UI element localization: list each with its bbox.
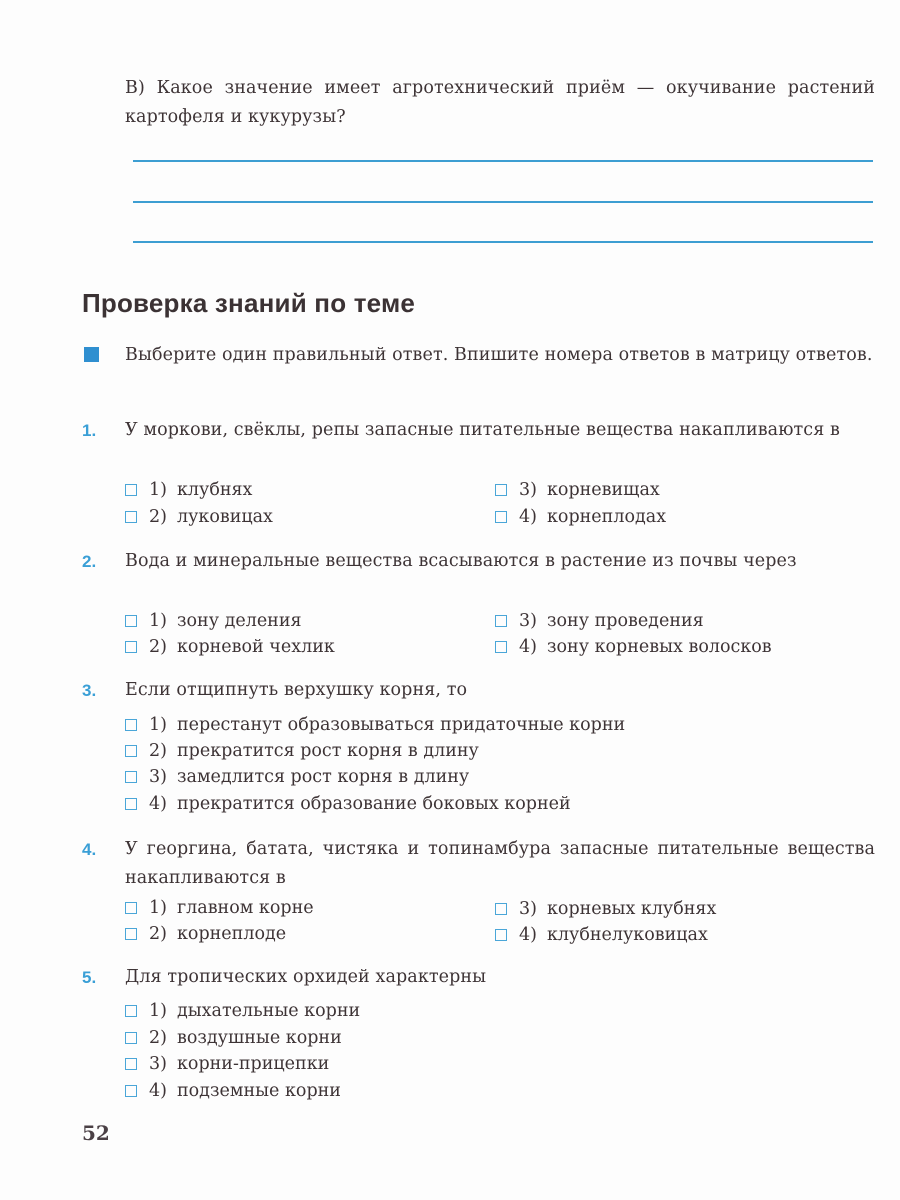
option-label: прекратится образование боковых корней xyxy=(176,794,571,814)
question-2-option-4[interactable]: 4) зону корневых волосков xyxy=(495,634,772,660)
question-1-text: У моркови, свёклы, репы запасные питательные вещества накапливаются в xyxy=(125,420,840,440)
question-1-option-3[interactable]: 3) корневищах xyxy=(495,477,660,503)
question-1-option-1[interactable]: 1) клубнях xyxy=(125,477,252,503)
answer-line-2[interactable] xyxy=(133,201,873,203)
question-5-option-1[interactable]: 1) дыхательные корни xyxy=(125,998,360,1024)
checkbox-icon[interactable] xyxy=(495,903,507,915)
option-label: дыхательные корни xyxy=(176,1001,361,1021)
question-5-option-2[interactable]: 2) воздушные корни xyxy=(125,1025,342,1051)
checkbox-icon[interactable] xyxy=(125,745,137,757)
question-3-number: 3. xyxy=(82,681,97,700)
question-2-option-1[interactable]: 1) зону деления xyxy=(125,608,302,634)
question-5-text: Для тропических орхидей характерны xyxy=(125,967,487,987)
question-3-option-4[interactable]: 4) прекратится образование боковых корней xyxy=(125,791,571,817)
question-1-number: 1. xyxy=(82,421,97,440)
question-1-option-2[interactable]: 2) луковицах xyxy=(125,504,273,530)
checkbox-icon[interactable] xyxy=(125,615,137,627)
question-4-option-4[interactable]: 4) клубнелуковицах xyxy=(495,922,708,948)
checkbox-icon[interactable] xyxy=(495,615,507,627)
question-5-number: 5. xyxy=(82,968,97,987)
option-label: прекратится рост корня в длину xyxy=(176,741,479,761)
question-2-text: Вода и минеральные вещества всасываются в растение из почвы через xyxy=(125,551,797,571)
instruction-text: Выберите один правильный ответ. Впишите номера ответов в матрицу ответов. xyxy=(125,345,873,365)
question-3-option-3[interactable]: 3) замедлится рост корня в длину xyxy=(125,764,469,790)
square-marker-icon xyxy=(84,347,99,362)
option-label: корневых клубнях xyxy=(546,899,717,919)
question-4-option-2[interactable]: 2) корнеплоде xyxy=(125,921,286,947)
question-v-text: В) Какое значение имеет агротехнический приём — окучивание растений картофеля и кукурузы? xyxy=(125,78,875,127)
question-2-option-3[interactable]: 3) зону проведения xyxy=(495,608,704,634)
answer-line-3[interactable] xyxy=(133,241,873,243)
question-1-option-4[interactable]: 4) корнеплодах xyxy=(495,504,666,530)
option-label: клубнелуковицах xyxy=(546,925,708,945)
question-3-option-1[interactable]: 1) перестанут образовываться придаточные корни xyxy=(125,712,625,738)
checkbox-icon[interactable] xyxy=(495,511,507,523)
answer-line-1[interactable] xyxy=(133,160,873,162)
checkbox-icon[interactable] xyxy=(125,1085,137,1097)
option-label: зону корневых волосков xyxy=(546,637,772,657)
question-2-number: 2. xyxy=(82,552,97,571)
checkbox-icon[interactable] xyxy=(125,484,137,496)
option-label: луковицах xyxy=(176,507,273,527)
checkbox-icon[interactable] xyxy=(125,641,137,653)
question-4-text: У георгина, батата, чистяка и топинамбура запасные питательные вещества накапливаются в xyxy=(125,839,875,888)
section-title: Проверка знаний по теме xyxy=(82,288,416,318)
checkbox-icon[interactable] xyxy=(125,1005,137,1017)
question-4-option-1[interactable]: 1) главном корне xyxy=(125,895,314,921)
checkbox-icon[interactable] xyxy=(125,902,137,914)
option-label: корневищах xyxy=(546,480,660,500)
option-label: клубнях xyxy=(176,480,253,500)
option-label: корнеплодах xyxy=(546,507,667,527)
question-2-option-2[interactable]: 2) корневой чехлик xyxy=(125,634,335,660)
checkbox-icon[interactable] xyxy=(495,484,507,496)
checkbox-icon[interactable] xyxy=(125,1058,137,1070)
option-label: зону деления xyxy=(176,611,302,631)
option-label: перестанут образовываться придаточные корни xyxy=(176,715,626,735)
checkbox-icon[interactable] xyxy=(125,1032,137,1044)
option-label: корневой чехлик xyxy=(176,637,335,657)
option-label: зону проведения xyxy=(546,611,704,631)
checkbox-icon[interactable] xyxy=(125,719,137,731)
checkbox-icon[interactable] xyxy=(125,798,137,810)
checkbox-icon[interactable] xyxy=(125,928,137,940)
option-label: корнеплоде xyxy=(176,924,287,944)
question-3-option-2[interactable]: 2) прекратится рост корня в длину xyxy=(125,738,479,764)
option-label: корни-прицепки xyxy=(176,1054,330,1074)
checkbox-icon[interactable] xyxy=(495,929,507,941)
option-label: главном корне xyxy=(176,898,314,918)
checkbox-icon[interactable] xyxy=(495,641,507,653)
option-label: подземные корни xyxy=(176,1081,341,1101)
option-label: воздушные корни xyxy=(176,1028,342,1048)
checkbox-icon[interactable] xyxy=(125,511,137,523)
question-5-option-3[interactable]: 3) корни-прицепки xyxy=(125,1051,329,1077)
option-label: замедлится рост корня в длину xyxy=(176,767,470,787)
page-number: 52 xyxy=(82,1121,110,1145)
question-5-option-4[interactable]: 4) подземные корни xyxy=(125,1078,341,1104)
question-4-number: 4. xyxy=(82,840,97,859)
checkbox-icon[interactable] xyxy=(125,771,137,783)
question-3-text: Если отщипнуть верхушку корня, то xyxy=(125,680,468,700)
question-4-option-3[interactable]: 3) корневых клубнях xyxy=(495,896,716,922)
